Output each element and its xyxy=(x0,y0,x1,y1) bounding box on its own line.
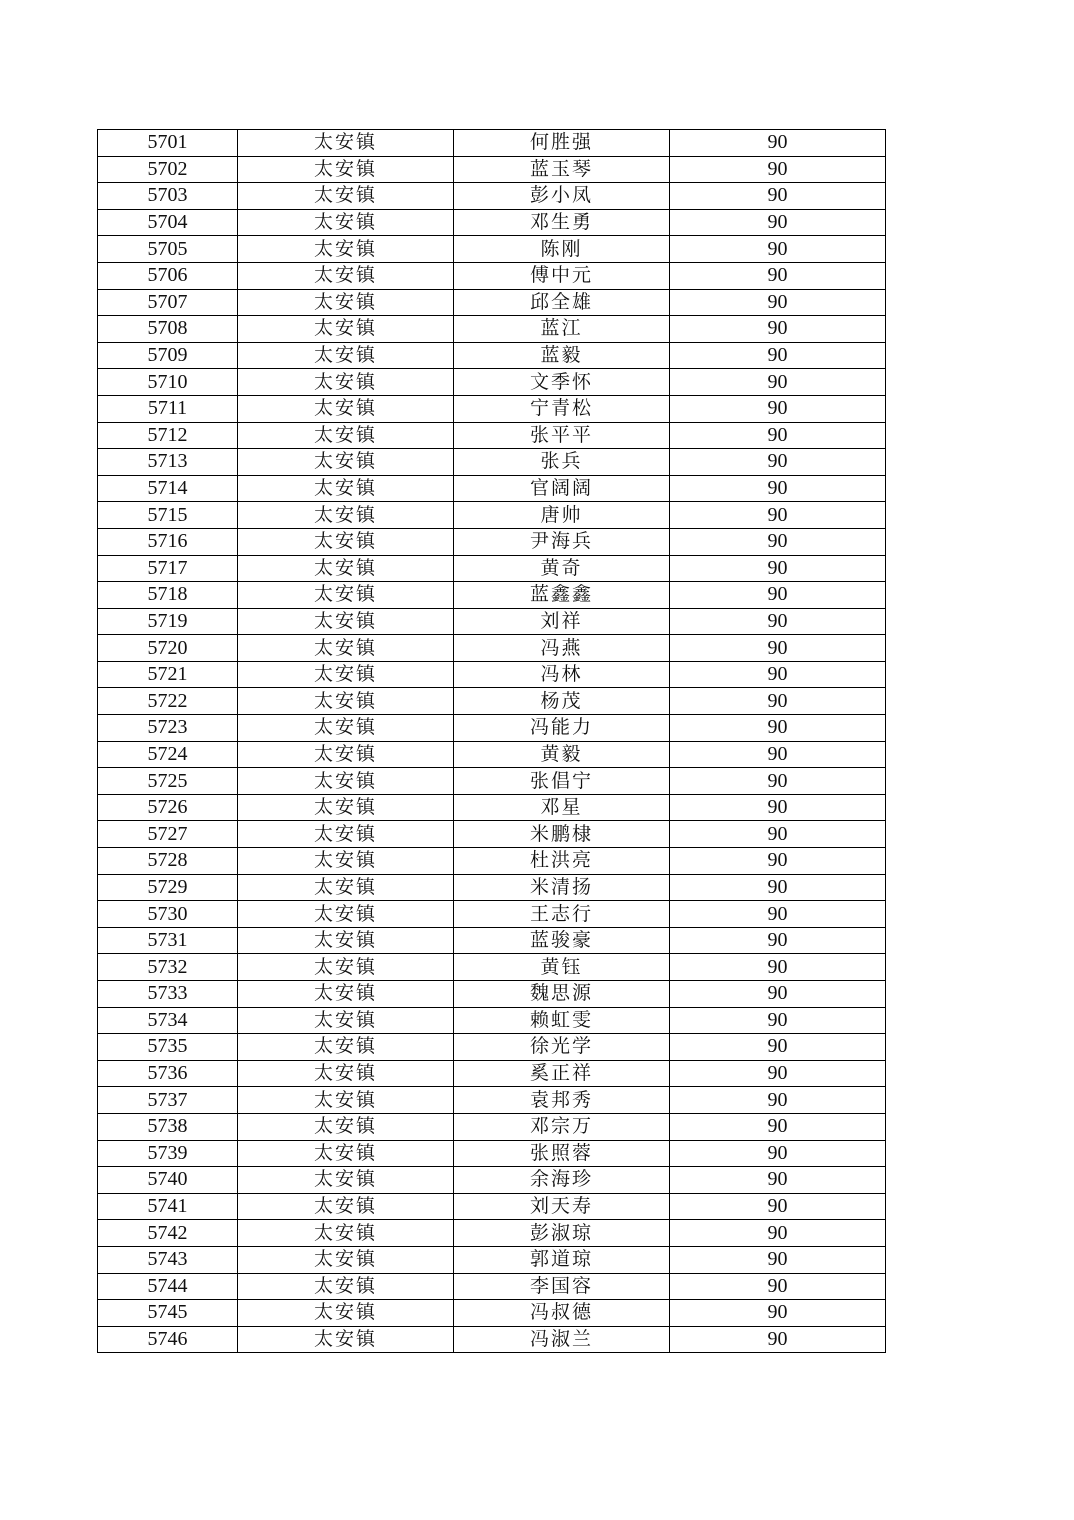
cell-score: 90 xyxy=(670,688,886,715)
table-row xyxy=(98,156,886,183)
cell-name: 何胜强 xyxy=(454,130,670,157)
cell-score: 90 xyxy=(670,502,886,529)
cell-name: 彭小凤 xyxy=(454,183,670,210)
table-row xyxy=(98,1300,886,1327)
cell-name: 黄钰 xyxy=(454,954,670,981)
cell-town: 太安镇 xyxy=(238,528,454,555)
cell-score: 90 xyxy=(670,1034,886,1061)
table-row xyxy=(98,1060,886,1087)
cell-name: 冯林 xyxy=(454,661,670,688)
cell-score: 90 xyxy=(670,1167,886,1194)
cell-number: 5731 xyxy=(98,927,238,954)
cell-score: 90 xyxy=(670,209,886,236)
cell-score: 90 xyxy=(670,1300,886,1327)
cell-score: 90 xyxy=(670,475,886,502)
cell-number: 5727 xyxy=(98,821,238,848)
table-row xyxy=(98,1140,886,1167)
cell-score: 90 xyxy=(670,954,886,981)
cell-score: 90 xyxy=(670,183,886,210)
cell-name: 文季怀 xyxy=(454,369,670,396)
cell-town: 太安镇 xyxy=(238,661,454,688)
table-row xyxy=(98,582,886,609)
cell-number: 5703 xyxy=(98,183,238,210)
cell-number: 5721 xyxy=(98,661,238,688)
cell-score: 90 xyxy=(670,156,886,183)
cell-number: 5720 xyxy=(98,635,238,662)
cell-score: 90 xyxy=(670,236,886,263)
cell-score: 90 xyxy=(670,1193,886,1220)
cell-town: 太安镇 xyxy=(238,236,454,263)
cell-town: 太安镇 xyxy=(238,794,454,821)
cell-town: 太安镇 xyxy=(238,1220,454,1247)
cell-town: 太安镇 xyxy=(238,1326,454,1353)
cell-name: 邓星 xyxy=(454,794,670,821)
table-row xyxy=(98,821,886,848)
table-row xyxy=(98,635,886,662)
table-row xyxy=(98,794,886,821)
cell-name: 奚正祥 xyxy=(454,1060,670,1087)
cell-town: 太安镇 xyxy=(238,130,454,157)
cell-town: 太安镇 xyxy=(238,927,454,954)
cell-score: 90 xyxy=(670,635,886,662)
cell-town: 太安镇 xyxy=(238,1140,454,1167)
cell-score: 90 xyxy=(670,395,886,422)
cell-town: 太安镇 xyxy=(238,156,454,183)
cell-name: 邓生勇 xyxy=(454,209,670,236)
cell-number: 5705 xyxy=(98,236,238,263)
cell-name: 邱全雄 xyxy=(454,289,670,316)
cell-number: 5736 xyxy=(98,1060,238,1087)
table-row xyxy=(98,342,886,369)
cell-score: 90 xyxy=(670,927,886,954)
cell-number: 5732 xyxy=(98,954,238,981)
cell-number: 5744 xyxy=(98,1273,238,1300)
cell-town: 太安镇 xyxy=(238,1113,454,1140)
cell-town: 太安镇 xyxy=(238,369,454,396)
cell-number: 5710 xyxy=(98,369,238,396)
cell-name: 官阔阔 xyxy=(454,475,670,502)
cell-name: 蓝江 xyxy=(454,316,670,343)
cell-town: 太安镇 xyxy=(238,1273,454,1300)
cell-town: 太安镇 xyxy=(238,1193,454,1220)
cell-number: 5719 xyxy=(98,608,238,635)
cell-town: 太安镇 xyxy=(238,821,454,848)
cell-town: 太安镇 xyxy=(238,289,454,316)
cell-name: 傅中元 xyxy=(454,262,670,289)
table-row xyxy=(98,449,886,476)
table-row xyxy=(98,1113,886,1140)
cell-score: 90 xyxy=(670,369,886,396)
cell-name: 唐帅 xyxy=(454,502,670,529)
cell-town: 太安镇 xyxy=(238,954,454,981)
table-row xyxy=(98,608,886,635)
cell-number: 5737 xyxy=(98,1087,238,1114)
cell-score: 90 xyxy=(670,1273,886,1300)
roster-table-body xyxy=(98,130,886,1353)
table-row xyxy=(98,528,886,555)
cell-town: 太安镇 xyxy=(238,848,454,875)
cell-number: 5741 xyxy=(98,1193,238,1220)
cell-town: 太安镇 xyxy=(238,768,454,795)
cell-number: 5709 xyxy=(98,342,238,369)
cell-name: 米清扬 xyxy=(454,874,670,901)
cell-score: 90 xyxy=(670,1326,886,1353)
cell-name: 蓝鑫鑫 xyxy=(454,582,670,609)
table-row xyxy=(98,954,886,981)
cell-score: 90 xyxy=(670,316,886,343)
cell-name: 余海珍 xyxy=(454,1167,670,1194)
cell-number: 5742 xyxy=(98,1220,238,1247)
cell-name: 刘天寿 xyxy=(454,1193,670,1220)
cell-score: 90 xyxy=(670,262,886,289)
cell-score: 90 xyxy=(670,874,886,901)
cell-number: 5740 xyxy=(98,1167,238,1194)
cell-town: 太安镇 xyxy=(238,183,454,210)
cell-score: 90 xyxy=(670,1060,886,1087)
table-row xyxy=(98,236,886,263)
cell-name: 张兵 xyxy=(454,449,670,476)
table-row xyxy=(98,183,886,210)
cell-number: 5704 xyxy=(98,209,238,236)
cell-name: 张倡宁 xyxy=(454,768,670,795)
cell-number: 5735 xyxy=(98,1034,238,1061)
cell-number: 5702 xyxy=(98,156,238,183)
cell-score: 90 xyxy=(670,1140,886,1167)
table-row xyxy=(98,1220,886,1247)
table-row xyxy=(98,1273,886,1300)
roster-table xyxy=(97,129,886,1353)
cell-score: 90 xyxy=(670,901,886,928)
cell-score: 90 xyxy=(670,1113,886,1140)
cell-score: 90 xyxy=(670,449,886,476)
cell-number: 5716 xyxy=(98,528,238,555)
table-row xyxy=(98,927,886,954)
table-row xyxy=(98,688,886,715)
cell-town: 太安镇 xyxy=(238,502,454,529)
cell-town: 太安镇 xyxy=(238,422,454,449)
cell-name: 刘祥 xyxy=(454,608,670,635)
table-row xyxy=(98,1007,886,1034)
cell-town: 太安镇 xyxy=(238,582,454,609)
cell-number: 5738 xyxy=(98,1113,238,1140)
cell-town: 太安镇 xyxy=(238,1300,454,1327)
cell-score: 90 xyxy=(670,1007,886,1034)
cell-number: 5707 xyxy=(98,289,238,316)
cell-name: 米鹏棣 xyxy=(454,821,670,848)
table-row xyxy=(98,661,886,688)
cell-number: 5729 xyxy=(98,874,238,901)
cell-town: 太安镇 xyxy=(238,475,454,502)
table-row xyxy=(98,369,886,396)
cell-name: 魏思源 xyxy=(454,981,670,1008)
cell-score: 90 xyxy=(670,555,886,582)
cell-score: 90 xyxy=(670,1087,886,1114)
cell-name: 张照蓉 xyxy=(454,1140,670,1167)
cell-score: 90 xyxy=(670,821,886,848)
cell-name: 袁邦秀 xyxy=(454,1087,670,1114)
cell-name: 邓宗万 xyxy=(454,1113,670,1140)
cell-town: 太安镇 xyxy=(238,901,454,928)
cell-name: 蓝骏豪 xyxy=(454,927,670,954)
cell-score: 90 xyxy=(670,1246,886,1273)
cell-number: 5718 xyxy=(98,582,238,609)
table-row xyxy=(98,874,886,901)
cell-number: 5724 xyxy=(98,741,238,768)
cell-number: 5715 xyxy=(98,502,238,529)
cell-score: 90 xyxy=(670,661,886,688)
table-row xyxy=(98,715,886,742)
table-row xyxy=(98,555,886,582)
cell-name: 宁青松 xyxy=(454,395,670,422)
cell-town: 太安镇 xyxy=(238,262,454,289)
cell-number: 5734 xyxy=(98,1007,238,1034)
cell-number: 5730 xyxy=(98,901,238,928)
table-row xyxy=(98,395,886,422)
cell-name: 黄毅 xyxy=(454,741,670,768)
cell-name: 徐光学 xyxy=(454,1034,670,1061)
cell-town: 太安镇 xyxy=(238,1034,454,1061)
cell-town: 太安镇 xyxy=(238,316,454,343)
cell-town: 太安镇 xyxy=(238,1060,454,1087)
cell-number: 5711 xyxy=(98,395,238,422)
cell-name: 李国容 xyxy=(454,1273,670,1300)
cell-number: 5733 xyxy=(98,981,238,1008)
table-row xyxy=(98,502,886,529)
cell-town: 太安镇 xyxy=(238,342,454,369)
table-row xyxy=(98,1246,886,1273)
cell-number: 5746 xyxy=(98,1326,238,1353)
table-row xyxy=(98,848,886,875)
cell-town: 太安镇 xyxy=(238,555,454,582)
cell-name: 尹海兵 xyxy=(454,528,670,555)
table-row xyxy=(98,1034,886,1061)
cell-number: 5706 xyxy=(98,262,238,289)
cell-name: 张平平 xyxy=(454,422,670,449)
cell-name: 杨茂 xyxy=(454,688,670,715)
table-row xyxy=(98,901,886,928)
cell-number: 5725 xyxy=(98,768,238,795)
cell-name: 杜洪亮 xyxy=(454,848,670,875)
cell-name: 赖虹雯 xyxy=(454,1007,670,1034)
cell-name: 蓝玉琴 xyxy=(454,156,670,183)
cell-score: 90 xyxy=(670,981,886,1008)
cell-number: 5712 xyxy=(98,422,238,449)
cell-score: 90 xyxy=(670,715,886,742)
cell-town: 太安镇 xyxy=(238,981,454,1008)
cell-number: 5728 xyxy=(98,848,238,875)
cell-town: 太安镇 xyxy=(238,1246,454,1273)
cell-score: 90 xyxy=(670,342,886,369)
cell-town: 太安镇 xyxy=(238,688,454,715)
cell-score: 90 xyxy=(670,130,886,157)
cell-score: 90 xyxy=(670,582,886,609)
cell-number: 5713 xyxy=(98,449,238,476)
cell-score: 90 xyxy=(670,768,886,795)
cell-town: 太安镇 xyxy=(238,874,454,901)
table-row xyxy=(98,1087,886,1114)
cell-town: 太安镇 xyxy=(238,608,454,635)
table-row xyxy=(98,316,886,343)
cell-town: 太安镇 xyxy=(238,395,454,422)
cell-number: 5717 xyxy=(98,555,238,582)
table-row xyxy=(98,981,886,1008)
cell-number: 5701 xyxy=(98,130,238,157)
cell-score: 90 xyxy=(670,608,886,635)
cell-town: 太安镇 xyxy=(238,715,454,742)
cell-score: 90 xyxy=(670,1220,886,1247)
cell-number: 5723 xyxy=(98,715,238,742)
cell-name: 彭淑琼 xyxy=(454,1220,670,1247)
cell-town: 太安镇 xyxy=(238,741,454,768)
table-row xyxy=(98,130,886,157)
cell-name: 黄奇 xyxy=(454,555,670,582)
cell-score: 90 xyxy=(670,289,886,316)
cell-number: 5726 xyxy=(98,794,238,821)
cell-name: 冯燕 xyxy=(454,635,670,662)
cell-town: 太安镇 xyxy=(238,1007,454,1034)
table-row xyxy=(98,1326,886,1353)
cell-score: 90 xyxy=(670,528,886,555)
cell-name: 陈刚 xyxy=(454,236,670,263)
cell-name: 蓝毅 xyxy=(454,342,670,369)
cell-town: 太安镇 xyxy=(238,209,454,236)
table-row xyxy=(98,209,886,236)
cell-name: 王志行 xyxy=(454,901,670,928)
cell-town: 太安镇 xyxy=(238,1087,454,1114)
cell-number: 5743 xyxy=(98,1246,238,1273)
table-row xyxy=(98,262,886,289)
table-row xyxy=(98,422,886,449)
cell-name: 郭道琼 xyxy=(454,1246,670,1273)
cell-number: 5739 xyxy=(98,1140,238,1167)
cell-name: 冯淑兰 xyxy=(454,1326,670,1353)
cell-number: 5745 xyxy=(98,1300,238,1327)
cell-number: 5722 xyxy=(98,688,238,715)
cell-name: 冯叔德 xyxy=(454,1300,670,1327)
cell-score: 90 xyxy=(670,422,886,449)
cell-score: 90 xyxy=(670,741,886,768)
cell-name: 冯能力 xyxy=(454,715,670,742)
cell-number: 5714 xyxy=(98,475,238,502)
table-row xyxy=(98,1167,886,1194)
cell-town: 太安镇 xyxy=(238,635,454,662)
cell-town: 太安镇 xyxy=(238,1167,454,1194)
cell-town: 太安镇 xyxy=(238,449,454,476)
table-row xyxy=(98,475,886,502)
cell-number: 5708 xyxy=(98,316,238,343)
cell-score: 90 xyxy=(670,794,886,821)
table-row xyxy=(98,1193,886,1220)
table-row xyxy=(98,768,886,795)
cell-score: 90 xyxy=(670,848,886,875)
table-row xyxy=(98,289,886,316)
table-row xyxy=(98,741,886,768)
